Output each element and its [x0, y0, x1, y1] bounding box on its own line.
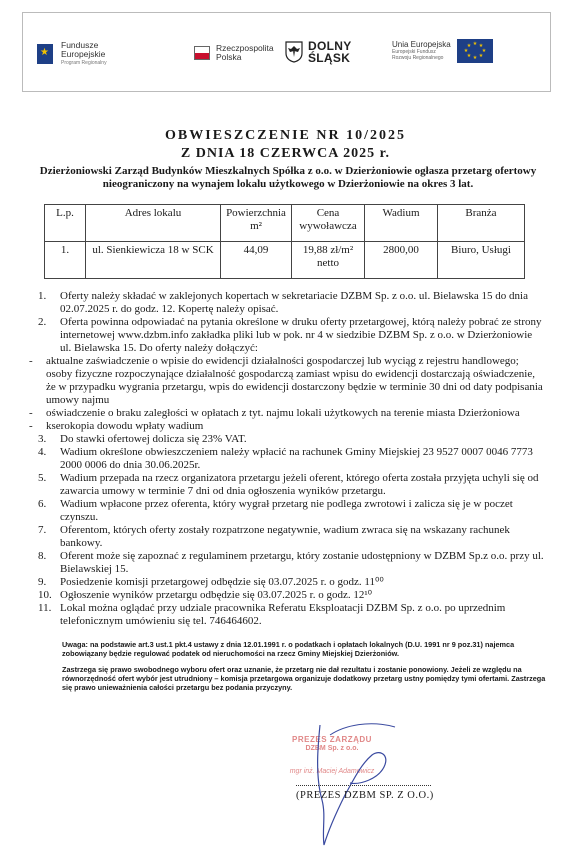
- document-title: OBWIESZCZENIE NR 10/2025: [165, 128, 406, 143]
- cell-branch: Biuro, Usługi: [438, 242, 525, 279]
- ue-line2: Europejski Fundusz: [392, 49, 436, 56]
- stamp-line2: DZBM Sp. z o.o.: [305, 745, 359, 752]
- rp-line2: Polska: [216, 52, 242, 62]
- list-item: 5. Wadium przepada na rzecz organizatora przetargu jeżeli oferent, którego oferta została przyjęta uchyli się od zawarcia umowy w terminie 7 dni od dnia ogłoszenia wyników przetargu.: [38, 472, 539, 497]
- list-item: - kserokopia dowodu wpłaty wadium: [29, 420, 204, 432]
- cell-address: ul. Sienkiewicza 18 w SCK: [86, 242, 221, 279]
- table-header-row: [45, 205, 525, 242]
- polish-flag-icon: [194, 46, 210, 60]
- cell-deposit: 2800,00: [365, 242, 438, 279]
- header-lp: L.p.: [45, 205, 86, 242]
- ue-line1: Unia Europejska: [392, 39, 451, 49]
- list-item: 3. Do stawki ofertowej dolicza się 23% VAT.: [38, 433, 247, 445]
- header-price: Cena wywoławcza: [292, 205, 365, 242]
- list-item: 1. Oferty należy składać w zaklejonych kopertach w sekretariacie DZBM Sp. z o.o. ul. Bielawska 15 do dnia 02.07.2025 r. do godz. 12. Kopertę należy opisać.: [38, 290, 528, 315]
- dolny-slask-logo: [285, 40, 352, 64]
- eagle-crest-icon: [285, 41, 303, 63]
- rp-line1: Rzeczpospolita: [216, 43, 274, 53]
- header-area: Powierzchnia m²: [221, 205, 292, 242]
- list-item: 8. Oferent może się zapoznać z regulaminem przetargu, który zostanie udostępniony w DZBM Sp.z o.o. przy ul. Bielawskiej 15.: [38, 550, 544, 575]
- table-row: [45, 242, 525, 279]
- cell-price: 19,88 zł/m² netto: [292, 242, 365, 279]
- stamp-line3: mgr inż. Maciej Adamowicz: [289, 768, 375, 775]
- offer-table: [44, 204, 525, 279]
- fe-line3: Program Regionalny: [61, 60, 107, 66]
- list-item: 9. Posiedzenie komisji przetargowej odbędzie się 03.07.2025 r. o godz. 11⁰⁰: [38, 576, 384, 588]
- list-item: 6. Wadium wpłacone przez oferenta, który wygrał przetarg nie podlega zwrotowi i zalicza się je w poczet czynszu.: [38, 498, 513, 523]
- cell-lp: 1.: [45, 242, 86, 279]
- header-address: Adres lokalu: [86, 205, 221, 242]
- ue-line3: Rozwoju Regionalnego: [392, 55, 444, 62]
- signature-caption: (PREZES DZBM SP. Z O.O.): [296, 790, 434, 801]
- list-item: 2. Oferta powinna odpowiadać na pytania określone w druku oferty przetargowej, którą należy pobrać ze strony internetowej www.dzbm.info zakładka pliki lub w pok. nr 4 w siedzibie DZBM Sp. z o.o. w Dzierżoniowie ul. Bielawska 15. Do oferty należy dołączyć:: [38, 316, 542, 354]
- intro-paragraph: Dzierżoniowski Zarząd Budynków Mieszkalnych Spółka z o.o. w Dzierżoniowie ogłasza przetarg ofertowy nieograniczony na wynajem lokalu użytkowego w Dzierżoniowie na okres 3 lat.: [39, 165, 537, 190]
- fe-line1: Fundusze: [61, 40, 99, 50]
- list-item: 11. Lokal można oglądać przy udziale pracownika Referatu Eksploatacji DZBM Sp. z o.o. po uprzednim telefonicznym umówieniu się tel. 746464602.: [38, 602, 506, 627]
- list-item: - oświadczenie o braku zaległości w opłatach z tyt. najmu lokali użytkowych na terenie miasta Dzierżoniowa: [29, 407, 520, 419]
- fe-line2: Europejskie: [61, 49, 106, 59]
- list-item: 4. Wadium określone obwieszczeniem należy wpłacić na rachunek Gminy Miejskiej 23 9527 0007 0046 7773 2000 0006 do dnia 30.06.2025r.: [38, 446, 533, 471]
- tax-note: Uwaga: na podstawie art.3 ust.1 pkt.4 ustawy z dnia 12.01.1991 r. o podatkach i opłatach lokalnych (D.U. 1991 nr 9 poz.31) najemca zobowiązany będzie regulować podatek od nieruchomości na rzecz Gminy Miejskiej Dzierżoniów.: [62, 640, 515, 658]
- rzeczpospolita-logo: [194, 44, 274, 62]
- header-deposit: Wadium: [365, 205, 438, 242]
- cell-area: 44,09: [221, 242, 292, 279]
- ds-line2: ŚLĄSK: [308, 51, 351, 65]
- conditions-list: [24, 290, 544, 628]
- reservation-note: Zastrzega się prawo swobodnego wyboru ofert oraz uznanie, że przetarg nie dał rezultatu i zostanie ponowiony. Jeżeli ze względu na równorzędność ofert wybór jest utrudniony – komisja przetargowa organizuje dodatkowy przetarg ustny pomiędzy tymi ofertami. Zastrzega się prawo unieważnienia całości przetargu bez podania przyczyny.: [62, 665, 546, 692]
- handwritten-signature: [300, 705, 430, 855]
- fundusze-europejskie-logo: [37, 41, 107, 68]
- ds-line1: DOLNY: [308, 39, 352, 53]
- logo-banner: [22, 12, 551, 92]
- list-item: - aktualne zaświadczenie o wpisie do ewidencji działalności gospodarczej lub wyciąg z rejestru handlowego; osoby fizyczne rozpoczynające działalność gospodarczą zamiast wpisu do ewidencji dostarczają oświadczenie, że w przypadku wygrania przetargu, wpis do ewidencji dostarczony będzie w terminie 30 dni od daty podpisania umowy najmu: [29, 355, 543, 406]
- signature-line: [296, 785, 431, 786]
- stamp-line1: PREZES ZARZĄDU: [292, 735, 372, 744]
- list-item: 7. Oferentom, których oferty zostały rozpatrzone negatywnie, wadium zwraca się na wskazany rachunek bankowy.: [38, 524, 510, 549]
- legal-notes: [62, 640, 552, 699]
- list-item: 10. Ogłoszenie wyników przetargu odbędzie się 03.07.2025 r. o godz. 12¹⁰: [38, 589, 373, 601]
- unia-europejska-logo: [392, 39, 493, 63]
- fe-star-icon: ★: [37, 44, 55, 66]
- header-branch: Branża: [438, 205, 525, 242]
- document-date: Z DNIA 18 CZERWCA 2025 r.: [180, 146, 391, 161]
- eu-flag-icon: ★ ★ ★ ★ ★ ★ ★ ★: [457, 39, 493, 63]
